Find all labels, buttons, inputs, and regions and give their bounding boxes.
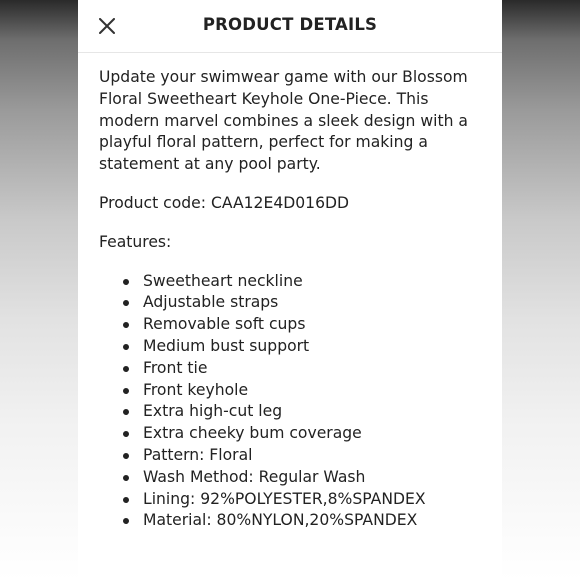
feature-item: Removable soft cups	[121, 314, 482, 336]
feature-item: Front tie	[121, 358, 482, 380]
product-details-sheet	[78, 0, 502, 580]
feature-item: Lining: 92%POLYESTER,8%SPANDEX	[121, 489, 482, 511]
sheet-header	[78, 0, 502, 53]
feature-item: Adjustable straps	[121, 292, 482, 314]
features-list	[99, 271, 482, 533]
feature-item: Medium bust support	[121, 336, 482, 358]
features-label: Features:	[99, 232, 172, 251]
feature-item: Front keyhole	[121, 380, 482, 402]
page-title: PRODUCT DETAILS	[202, 15, 378, 34]
feature-item: Pattern: Floral	[121, 445, 482, 467]
feature-item: Extra cheeky bum coverage	[121, 423, 482, 445]
product-details-content	[78, 53, 502, 532]
product-code: Product code: CAA12E4D016DD	[99, 193, 350, 212]
feature-item: Material: 80%NYLON,20%SPANDEX	[121, 510, 482, 532]
feature-item: Sweetheart neckline	[121, 271, 482, 293]
feature-item: Extra high-cut leg	[121, 401, 482, 423]
feature-item: Wash Method: Regular Wash	[121, 467, 482, 489]
product-description: Update your swimwear game with our Blossom Floral Sweetheart Keyhole One-Piece. This modern marvel combines a sleek design with a playful floral pattern, perfect for making a statement at any pool party.	[99, 68, 468, 174]
